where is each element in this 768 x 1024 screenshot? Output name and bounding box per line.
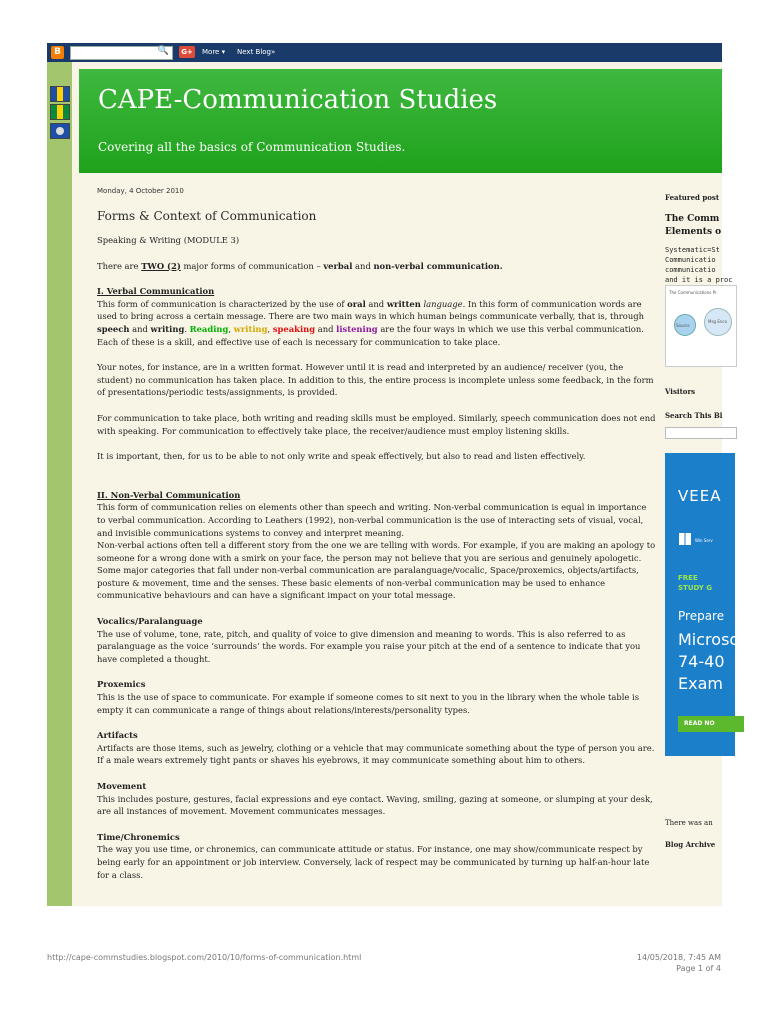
advertisement-banner[interactable]	[665, 453, 740, 756]
ad-exam-number: 74-40	[678, 652, 725, 671]
blog-title[interactable]: CAPE-Communication Studies	[98, 85, 498, 115]
section-text: This is the use of space to communicate. For example if someone comes to sit next to you in the library when the whole table is empty it can communicate a range of things about relations/interests/personality types.	[97, 692, 639, 715]
windows-icon	[679, 533, 691, 545]
sidebar	[665, 193, 740, 850]
ad-free-label: FREE	[678, 574, 698, 582]
ad-exam-label: Exam	[678, 674, 723, 693]
browser-page	[47, 43, 740, 906]
section-text: This includes posture, gestures, facial expressions and eye contact. Waving, smiling, gazing at someone, or slumping at your desk, are all instances of movement. Movement communicates messages.	[97, 793, 653, 817]
featured-post-title[interactable]: Elements o	[665, 227, 722, 237]
post-title[interactable]: Forms & Context of Communication	[97, 209, 317, 223]
barbados-flag-icon	[50, 86, 70, 102]
blog-archive-heading: Blog Archive	[665, 840, 716, 849]
section-heading: Time/Chronemics	[97, 831, 180, 842]
verbal-heading: I. Verbal Communication	[97, 286, 215, 297]
section-heading: Proxemics	[97, 679, 146, 690]
verbal-paragraph-2: Your notes, for instance, are in a written format. However until it is read and interpreted by an audience/ receiver (you, the student) no communication has taken place. In addition to this, the entire process is incomplete unless some feedback, in the form of presentations/periodic tests/assignments, is provided.	[97, 362, 654, 398]
blog-header	[79, 69, 722, 173]
navbar-search-input[interactable]	[70, 46, 173, 60]
next-blog-link[interactable]: Next Blog»	[237, 48, 276, 56]
nonverbal-heading: II. Non-Verbal Communication	[97, 489, 241, 500]
featured-line: and it is a proc	[665, 276, 733, 284]
search-icon[interactable]: 🔍	[157, 46, 169, 56]
ad-windows-label: Win Serv	[695, 538, 713, 543]
ad-microsoft-label: Microso	[678, 630, 740, 649]
featured-post-heading: Featured post	[665, 193, 720, 202]
verbal-paragraph-3: For communication to take place, both writing and reading skills must be employed. Similarly, speech communication does not end with speaking. For communication to effectively take place, the receiver/audience must employ listening skills.	[97, 412, 656, 436]
globe-icon	[56, 127, 64, 135]
section-heading: Artifacts	[97, 730, 138, 741]
section-heading: Movement	[97, 781, 147, 791]
featured-line: Systematic=St	[665, 246, 720, 254]
featured-post-title[interactable]: The Comm	[665, 214, 720, 224]
diagram-caption: The Communications Pr	[669, 290, 717, 295]
diagram-label: Msg Enco	[708, 319, 728, 324]
nonverbal-paragraph-2: Non-verbal actions often tell a different story from the one we are telling with words. For example, if you are making an apology to someone for a wrong done with a smirk on your face, the person may not believe that you are serious and genuinely apologetic. Some major categories that fall under non-verbal communication are paralanguage/vocalic, Space/proxemics, objects/artifacts, posture & movement, time and the senses. These basic elements of non-verbal communication may be used to enhance communicative behaviours and can have a significant impact on your total message.	[97, 540, 656, 601]
nonverbal-paragraph-1: This form of communication relies on elements other than speech and writing. Non-verbal communication is equal in importance to verbal communication. According to Leathers (1992), non-verbal communication is the use of interacting sets of visual, vocal, and invisible communications systems to convey and interpret meaning.	[97, 502, 647, 538]
more-menu-button[interactable]: More ▾	[202, 48, 226, 56]
search-blog-heading: Search This Bl	[665, 411, 723, 420]
gplus-share-button[interactable]: G+	[179, 46, 195, 58]
ad-study-label: STUDY G	[678, 584, 713, 592]
ad-prepare-label: Prepare	[678, 609, 725, 623]
left-decoration-strip	[47, 62, 72, 906]
featured-diagram-image[interactable]	[665, 285, 737, 367]
section-heading: Vocalics/Paralanguage	[97, 616, 203, 627]
diagram-label: Source	[676, 323, 690, 328]
verbal-paragraph-4: It is important, then, for us to be able to not only write and speak effectively, but also to read and listen effectively.	[97, 451, 586, 462]
blogger-navbar	[47, 43, 722, 62]
print-footer-url: http://cape-commstudies.blogspot.com/2010/10/forms-of-communication.html	[47, 953, 362, 962]
print-footer-page-number: Page 1 of 4	[676, 964, 721, 973]
blog-description: Covering all the basics of Communication Studies.	[98, 140, 406, 154]
verbal-paragraph-1: This form of communication is characterized by the use of oral and written language. In this form of communication words are used to bring across a certain message. There are two main ways in which human beings communicate verbally, that is, through speech and writing. Reading, writing, speaking and listening are the four ways in which we use this verbal communication. Each of these is a skill, and effective use of each is necessary for communication to take place.	[97, 298, 644, 347]
post-column	[97, 186, 657, 881]
featured-line: Communicatio	[665, 256, 716, 264]
ad-logo: VEEA	[678, 487, 722, 505]
section-text: The use of volume, tone, rate, pitch, and quality of voice to give dimension and meaning to words. This is also referred to as paralanguage as the voice ‘surrounds’ the words. For example you raise your pitch at the end of a sentence to indicate that you have completed a thought.	[97, 628, 641, 664]
section-text: The way you use time, or chronemics, can communicate attitude or status. For instance, one may show/communicate respect by being early for an appointment or job interview. Conversely, lack of respect may be communicated by turning up half-an-hour late for a class.	[97, 844, 650, 880]
section-text: Artifacts are those items, such as jewelry, clothing or a vehicle that may communicate something about the type of person you are. If a male wears extremely tight pants or shaves his eyebrows, it may communicate something about him to others.	[97, 742, 655, 766]
visitors-heading: Visitors	[665, 387, 696, 396]
print-footer-datetime: 14/05/2018, 7:45 AM	[636, 953, 721, 962]
jamaica-flag-icon	[50, 104, 70, 120]
post-date: Monday, 4 October 2010	[97, 187, 184, 195]
ad-read-now-button[interactable]: READ NO	[678, 716, 744, 732]
sidebar-error-text: There was an	[665, 819, 713, 827]
post-subtitle: Speaking & Writing (MODULE 3)	[97, 235, 240, 245]
intro-paragraph: There are TWO (2) major forms of communication – verbal and non-verbal communication.	[97, 260, 503, 271]
blogger-logo-icon[interactable]: B	[51, 46, 64, 59]
search-blog-input[interactable]	[665, 427, 737, 439]
featured-line: communicatio	[665, 266, 716, 274]
globe-flag-icon	[50, 123, 70, 139]
